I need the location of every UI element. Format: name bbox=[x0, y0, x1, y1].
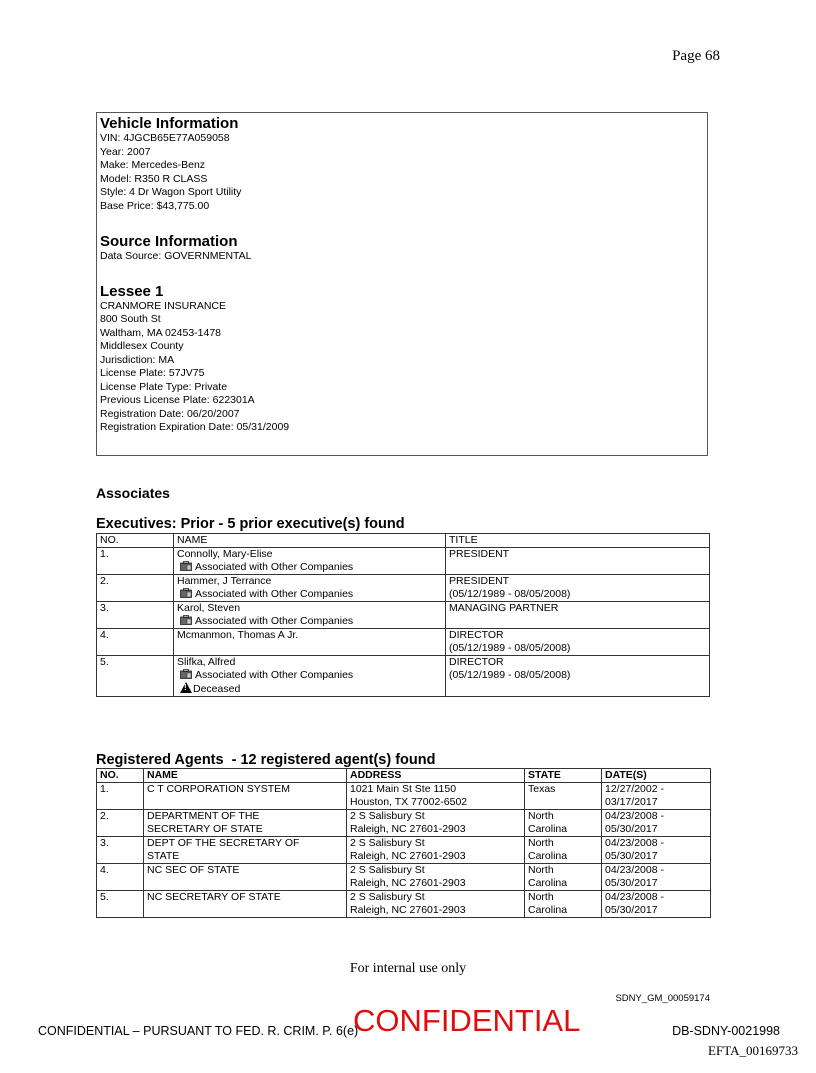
col-header-title: TITLE bbox=[446, 534, 710, 548]
table-row bbox=[97, 783, 711, 810]
agent-state-line1: Texas bbox=[528, 783, 556, 795]
agent-address-cell bbox=[347, 783, 525, 810]
page-number: Page 68 bbox=[672, 48, 720, 64]
agent-address-line2: Houston, TX 77002-6502 bbox=[350, 796, 468, 808]
agent-name-cell bbox=[144, 810, 347, 837]
executive-dates: (05/12/1989 - 08/05/2008) bbox=[449, 588, 571, 600]
col-header-no: NO. bbox=[97, 534, 174, 548]
confidential-stamp: CONFIDENTIAL bbox=[353, 1003, 581, 1038]
agent-address-line1: 2 S Salisbury St bbox=[350, 864, 425, 876]
row-title-cell bbox=[446, 656, 710, 697]
lessee-street: 800 South St bbox=[100, 313, 161, 325]
associated-companies-link[interactable] bbox=[177, 561, 442, 574]
row-no: 1. bbox=[97, 783, 144, 810]
table-row bbox=[97, 891, 711, 918]
lessee-county: Middlesex County bbox=[100, 340, 184, 352]
row-title-cell bbox=[446, 629, 710, 656]
confidential-footer-line: CONFIDENTIAL – PURSUANT TO FED. R. CRIM. P. 6(e) bbox=[38, 1024, 359, 1038]
model: Model: R350 R CLASS bbox=[100, 172, 208, 185]
deceased-indicator bbox=[177, 682, 442, 696]
data-source: Data Source: GOVERNMENTAL bbox=[100, 250, 252, 262]
agent-name-cell bbox=[144, 864, 347, 891]
table-row bbox=[97, 602, 710, 629]
lessee-heading: Lessee 1 bbox=[100, 282, 164, 300]
associated-companies-link[interactable] bbox=[177, 669, 442, 682]
row-no: 4. bbox=[97, 629, 174, 656]
table-row bbox=[97, 864, 711, 891]
table-header-row bbox=[97, 534, 710, 548]
make: Make: Mercedes-Benz bbox=[100, 159, 206, 171]
executive-title: DIRECTOR bbox=[449, 656, 504, 668]
agent-dates-cell bbox=[602, 864, 711, 891]
vin: VIN: 4JGCB65E77A059058 bbox=[100, 132, 230, 144]
agent-state-line2: Carolina bbox=[528, 823, 568, 835]
col-header-no: NO. bbox=[97, 769, 144, 783]
registration-expiration: Registration Expiration Date: 05/31/2009 bbox=[100, 421, 290, 433]
row-name-cell bbox=[174, 602, 446, 629]
col-header-name: NAME bbox=[174, 534, 446, 548]
vehicle-info-box bbox=[96, 112, 708, 456]
executive-name: Mcmanmon, Thomas A Jr. bbox=[177, 629, 299, 641]
associated-companies-label: Associated with Other Companies bbox=[195, 615, 354, 627]
agent-name-cell bbox=[144, 891, 347, 918]
col-header-dates: DATE(S) bbox=[602, 769, 711, 783]
agent-address-line1: 2 S Salisbury St bbox=[350, 837, 425, 849]
table-row bbox=[97, 810, 711, 837]
associated-companies-label: Associated with Other Companies bbox=[195, 669, 354, 681]
executive-dates: (05/12/1989 - 08/05/2008) bbox=[449, 642, 571, 654]
agent-name-line1: DEPT OF THE SECRETARY OF bbox=[147, 837, 300, 849]
executive-name: Hammer, J Terrance bbox=[177, 575, 272, 587]
briefcase-icon bbox=[180, 669, 192, 679]
row-no: 1. bbox=[97, 548, 174, 575]
agent-address-cell bbox=[347, 810, 525, 837]
agent-address-line2: Raleigh, NC 27601-2903 bbox=[350, 904, 466, 916]
row-title-cell bbox=[446, 548, 710, 575]
agent-date-start: 04/23/2008 - bbox=[605, 864, 664, 876]
agent-state-line2: Carolina bbox=[528, 850, 568, 862]
agent-date-end: 05/30/2017 bbox=[605, 823, 658, 835]
source-info-heading: Source Information bbox=[100, 233, 238, 250]
row-no: 2. bbox=[97, 575, 174, 602]
row-name-cell bbox=[174, 575, 446, 602]
registered-agents-table bbox=[96, 768, 711, 918]
row-no: 3. bbox=[97, 837, 144, 864]
agent-state-line1: North bbox=[528, 837, 554, 849]
agent-state-cell bbox=[525, 837, 602, 864]
agent-date-end: 05/30/2017 bbox=[605, 877, 658, 889]
license-plate-type: License Plate Type: Private bbox=[100, 380, 228, 393]
row-no: 2. bbox=[97, 810, 144, 837]
table-row bbox=[97, 656, 710, 697]
registration-date: Registration Date: 06/20/2007 bbox=[100, 407, 240, 420]
row-no: 5. bbox=[97, 656, 174, 697]
col-header-state: STATE bbox=[525, 769, 602, 783]
table-row bbox=[97, 629, 710, 656]
executive-title: DIRECTOR bbox=[449, 629, 504, 641]
table-header-row bbox=[97, 769, 711, 783]
row-name-cell bbox=[174, 656, 446, 697]
table-row bbox=[97, 837, 711, 864]
jurisdiction: Jurisdiction: MA bbox=[100, 353, 175, 366]
agent-date-start: 12/27/2002 - bbox=[605, 783, 664, 795]
row-no: 5. bbox=[97, 891, 144, 918]
executives-table bbox=[96, 533, 710, 697]
executive-title: PRESIDENT bbox=[449, 575, 510, 587]
row-title-cell bbox=[446, 575, 710, 602]
agent-state-line1: North bbox=[528, 891, 554, 903]
agent-state-line2: Carolina bbox=[528, 904, 568, 916]
briefcase-icon bbox=[180, 615, 192, 625]
agent-state-cell bbox=[525, 891, 602, 918]
agent-name-line2: SECRETARY OF STATE bbox=[147, 823, 263, 835]
registered-agents-title-text: Registered Agents - 12 registered agent(s) found bbox=[96, 752, 436, 768]
agent-dates-cell bbox=[602, 837, 711, 864]
executives-title: Executives: Prior - 5 prior executive(s) found bbox=[96, 516, 405, 532]
style: Style: 4 Dr Wagon Sport Utility bbox=[100, 186, 242, 198]
agent-dates-cell bbox=[602, 783, 711, 810]
warning-icon bbox=[180, 682, 192, 693]
agent-name-line2: STATE bbox=[147, 850, 180, 862]
executive-title: PRESIDENT bbox=[449, 548, 510, 560]
agent-name-line1: DEPARTMENT OF THE bbox=[147, 810, 260, 822]
agent-name-cell bbox=[144, 783, 347, 810]
agent-address-cell bbox=[347, 864, 525, 891]
agent-address-cell bbox=[347, 837, 525, 864]
row-name-cell bbox=[174, 629, 446, 656]
agent-date-end: 05/30/2017 bbox=[605, 904, 658, 916]
col-header-address: ADDRESS bbox=[347, 769, 525, 783]
agent-address-line2: Raleigh, NC 27601-2903 bbox=[350, 877, 466, 889]
base-price: Base Price: $43,775.00 bbox=[100, 199, 210, 212]
executive-title: MANAGING PARTNER bbox=[449, 602, 559, 614]
internal-use-note: For internal use only bbox=[349, 961, 467, 976]
registered-agents-title bbox=[96, 752, 435, 768]
briefcase-icon bbox=[180, 588, 192, 598]
associates-heading: Associates bbox=[96, 485, 170, 501]
briefcase-icon bbox=[180, 561, 192, 571]
row-no: 3. bbox=[97, 602, 174, 629]
associated-companies-label: Associated with Other Companies bbox=[195, 561, 354, 573]
vehicle-info-heading: Vehicle Information bbox=[100, 115, 239, 132]
agent-state-cell bbox=[525, 783, 602, 810]
bates-number-top: SDNY_GM_00059174 bbox=[615, 993, 710, 1004]
associated-companies-link[interactable] bbox=[177, 615, 442, 628]
agent-address-line1: 2 S Salisbury St bbox=[350, 810, 425, 822]
col-header-name: NAME bbox=[144, 769, 347, 783]
agent-state-line1: North bbox=[528, 810, 554, 822]
year: Year: 2007 bbox=[100, 145, 151, 158]
agent-state-cell bbox=[525, 864, 602, 891]
agent-name-line1: NC SEC OF STATE bbox=[147, 864, 240, 876]
executive-name: Karol, Steven bbox=[177, 602, 241, 614]
agent-name-cell bbox=[144, 837, 347, 864]
agent-date-end: 03/17/2017 bbox=[605, 796, 658, 808]
agent-date-start: 04/23/2008 - bbox=[605, 891, 664, 903]
row-name-cell bbox=[174, 548, 446, 575]
table-row bbox=[97, 575, 710, 602]
deceased-label: Deceased bbox=[193, 683, 241, 695]
agent-date-end: 05/30/2017 bbox=[605, 850, 658, 862]
agent-state-line2: Carolina bbox=[528, 877, 568, 889]
previous-license-plate: Previous License Plate: 622301A bbox=[100, 394, 255, 406]
associated-companies-label: Associated with Other Companies bbox=[195, 588, 354, 600]
agent-dates-cell bbox=[602, 810, 711, 837]
agent-address-cell bbox=[347, 891, 525, 918]
row-title-cell bbox=[446, 602, 710, 629]
bates-number-right: DB-SDNY-0021998 bbox=[672, 1024, 780, 1038]
table-row bbox=[97, 548, 710, 575]
efta-number: EFTA_00169733 bbox=[708, 1043, 798, 1058]
agent-date-start: 04/23/2008 - bbox=[605, 837, 664, 849]
license-plate: License Plate: 57JV75 bbox=[100, 367, 205, 379]
agent-name-line1: NC SECRETARY OF STATE bbox=[147, 891, 281, 903]
lessee-city: Waltham, MA 02453-1478 bbox=[100, 326, 222, 339]
agent-state-cell bbox=[525, 810, 602, 837]
agent-state-line1: North bbox=[528, 864, 554, 876]
agent-address-line2: Raleigh, NC 27601-2903 bbox=[350, 823, 466, 835]
lessee-name: CRANMORE INSURANCE bbox=[100, 299, 227, 312]
agent-dates-cell bbox=[602, 891, 711, 918]
agent-address-line1: 2 S Salisbury St bbox=[350, 891, 425, 903]
executive-name: Slifka, Alfred bbox=[177, 656, 236, 668]
executive-name: Connolly, Mary-Elise bbox=[177, 548, 273, 560]
row-no: 4. bbox=[97, 864, 144, 891]
agent-address-line2: Raleigh, NC 27601-2903 bbox=[350, 850, 466, 862]
associated-companies-link[interactable] bbox=[177, 588, 442, 601]
agent-address-line1: 1021 Main St Ste 1150 bbox=[350, 783, 457, 795]
executive-dates: (05/12/1989 - 08/05/2008) bbox=[449, 669, 571, 681]
agent-name-line1: C T CORPORATION SYSTEM bbox=[147, 783, 290, 795]
agent-date-start: 04/23/2008 - bbox=[605, 810, 664, 822]
